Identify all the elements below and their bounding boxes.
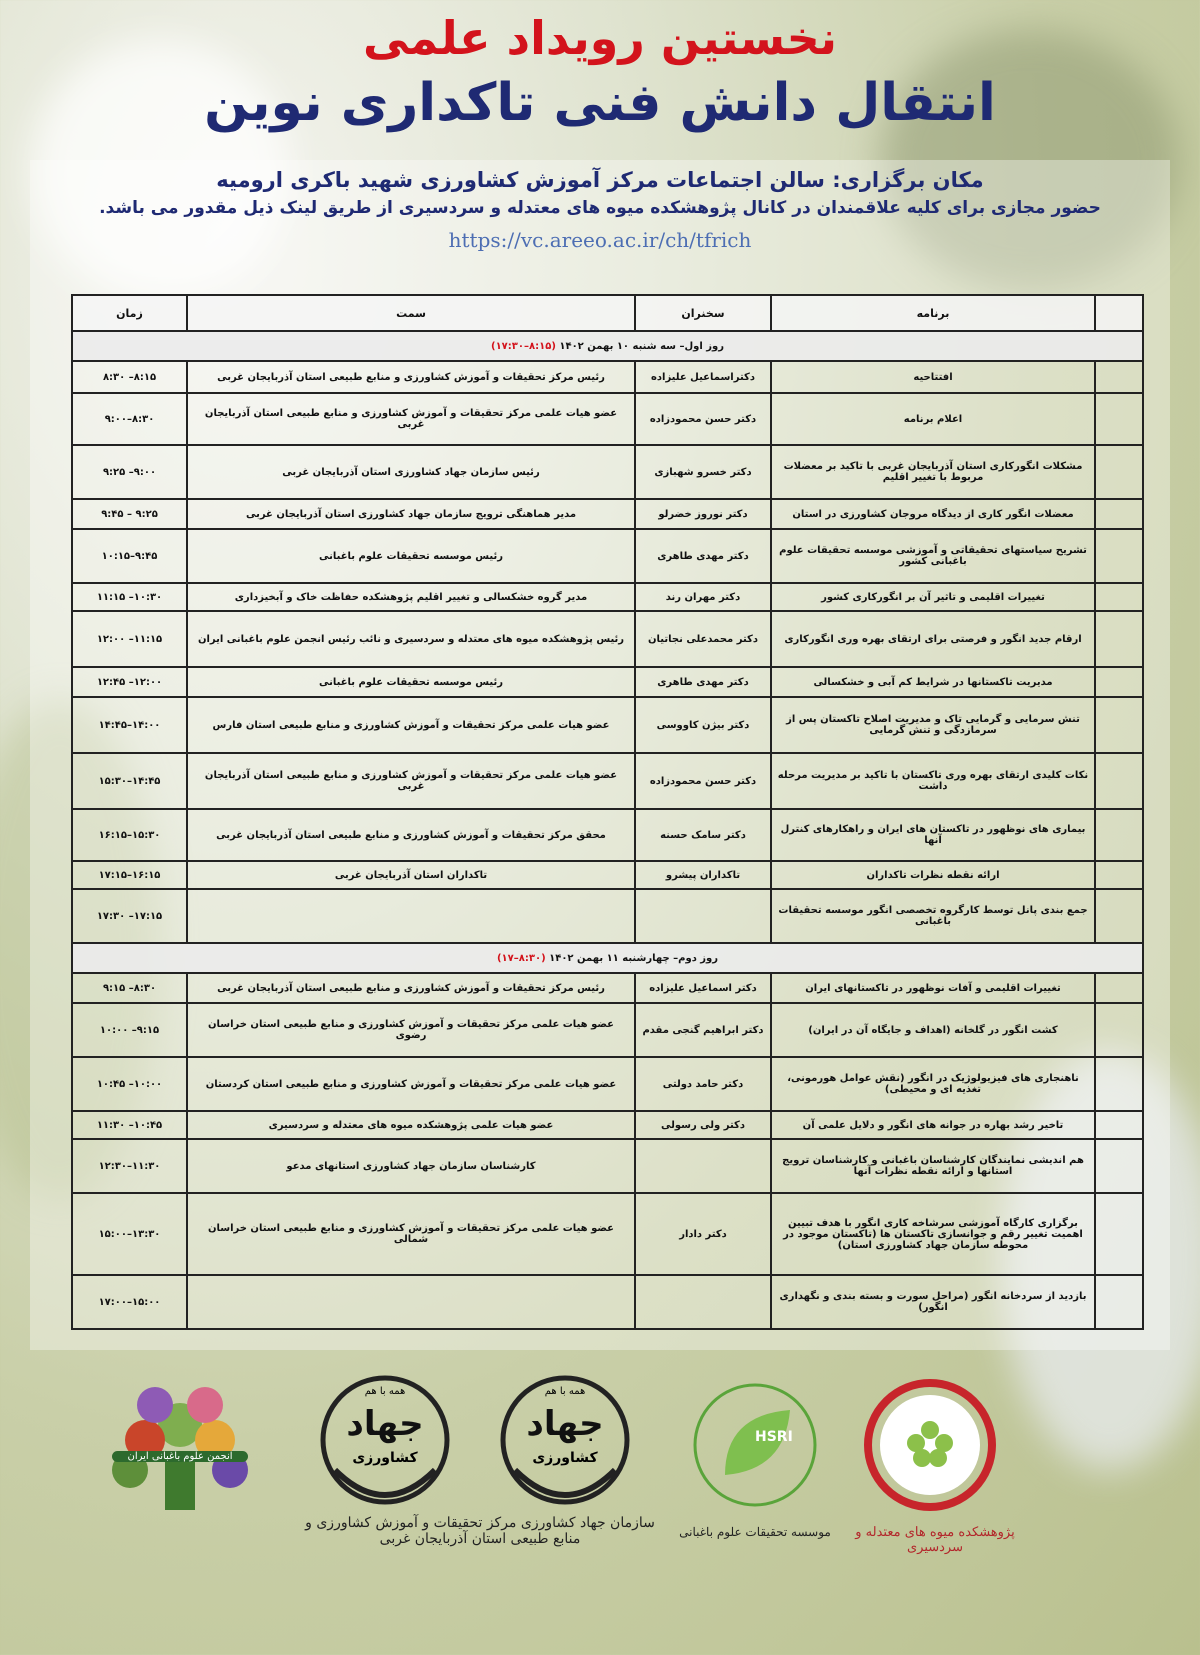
row-program: بازدید از سردخانه انگور (مراحل سورت و بسته بندی و نگهداری انگور)	[771, 1275, 1095, 1329]
temperate-fruit-institute-logo	[860, 1375, 1000, 1515]
row-number	[1095, 861, 1143, 889]
table-row	[72, 861, 1143, 889]
row-number	[1095, 667, 1143, 697]
row-speaker: دکتر حامد دولتی	[635, 1057, 771, 1111]
row-time: ۱۵:۳۰–۱۶:۱۵	[72, 809, 187, 861]
table-row	[72, 611, 1143, 667]
row-speaker: دکتر مهدی طاهری	[635, 529, 771, 583]
row-time: ۱۰:۳۰– ۱۱:۱۵	[72, 583, 187, 611]
row-position: عضو هیات علمی مرکز تحقیقات و آموزش کشاورزی و منابع طبیعی استان فارس	[187, 697, 635, 753]
row-time: ۱۲:۰۰– ۱۲:۴۵	[72, 667, 187, 697]
row-program: ناهنجاری های فیزیولوژیک در انگور (نقش عوامل هورمونی، تغذیه ای و محیطی)	[771, 1057, 1095, 1111]
row-speaker: دکتر حسن محمودزاده	[635, 753, 771, 809]
signature-right: پژوهشکده میوه های معتدله و سردسیری	[855, 1525, 1015, 1555]
row-program: کشت انگور در گلخانه (اهداف و جایگاه آن در ایران)	[771, 1003, 1095, 1057]
row-position: مدیر گروه خشکسالی و تغییر اقلیم پژوهشکده حفاظت خاک و آبخیزداری	[187, 583, 635, 611]
row-time: ۱۱:۱۵– ۱۲:۰۰	[72, 611, 187, 667]
day-header-row	[72, 943, 1143, 973]
signature-left: سازمان جهاد کشاورزی مرکز تحقیقات و آموزش کشاورزی و منابع طبیعی استان آذربایجان غربی	[305, 1515, 655, 1547]
row-speaker: تاکداران پیشرو	[635, 861, 771, 889]
row-position: محقق مرکز تحقیقات و آموزش کشاورزی و منابع طبیعی استان آذربایجان غربی	[187, 809, 635, 861]
row-number	[1095, 697, 1143, 753]
header-program: برنامه	[771, 295, 1095, 331]
row-speaker: دکتر ولی رسولی	[635, 1111, 771, 1139]
row-number	[1095, 393, 1143, 445]
row-time: ۱۶:۱۵–۱۷:۱۵	[72, 861, 187, 889]
row-position: عضو هیات علمی مرکز تحقیقات و آموزش کشاورزی و منابع طبیعی استان آذربایجان غربی	[187, 393, 635, 445]
table-body	[72, 331, 1143, 1329]
row-number	[1095, 361, 1143, 393]
day-header-row	[72, 331, 1143, 361]
row-program: تاخیر رشد بهاره در جوانه های انگور و دلایل علمی آن	[771, 1111, 1095, 1139]
channel-link[interactable]: https://vc.areeo.ac.ir/ch/tfrich	[448, 228, 752, 252]
row-time: ۸:۱۵– ۸:۳۰	[72, 361, 187, 393]
row-position: رئیس مرکز تحقیقات و آموزش کشاورزی و منابع طبیعی استان آذربایجان غربی	[187, 973, 635, 1003]
row-speaker: دکتراسماعیل علیزاده	[635, 361, 771, 393]
row-speaker	[635, 889, 771, 943]
row-number	[1095, 973, 1143, 1003]
row-position: عضو هیات علمی مرکز تحقیقات و آموزش کشاورزی و منابع طبیعی استان خراسان شمالی	[187, 1193, 635, 1275]
hsri-logo	[685, 1375, 825, 1515]
table-row	[72, 667, 1143, 697]
leaf-icon	[685, 1375, 825, 1515]
table-row	[72, 973, 1143, 1003]
row-time: ۱۴:۴۵–۱۵:۳۰	[72, 753, 187, 809]
table-row	[72, 1139, 1143, 1193]
table-row	[72, 1275, 1143, 1329]
row-time: ۱۴:۰۰–۱۴:۴۵	[72, 697, 187, 753]
jahad-logo	[315, 1370, 455, 1510]
table-row	[72, 1003, 1143, 1057]
row-program: ارقام جدید انگور و فرصتی برای ارتقای بهره وری انگورکاری	[771, 611, 1095, 667]
row-speaker: دکتر مهران رند	[635, 583, 771, 611]
virtual-note: حضور مجازی برای کلیه علاقمندان در کانال پژوهشکده میوه های معتدله و سردسیری از طریق لینک ذیل مقدور می باشد.	[99, 198, 1101, 218]
row-speaker: دکتر بیژن کاووسی	[635, 697, 771, 753]
table-row	[72, 1057, 1143, 1111]
row-time: ۹:۴۵–۱۰:۱۵	[72, 529, 187, 583]
row-speaker: دکتر سامک حسنه	[635, 809, 771, 861]
row-time: ۸:۳۰– ۹:۱۵	[72, 973, 187, 1003]
row-position: رئیس موسسه تحقیقات علوم باغبانی	[187, 667, 635, 697]
row-position: عضو هیات علمی مرکز تحقیقات و آموزش کشاورزی و منابع طبیعی استان کردستان	[187, 1057, 635, 1111]
row-number	[1095, 529, 1143, 583]
row-time: ۱۱:۳۰–۱۲:۳۰	[72, 1139, 187, 1193]
row-program: افتتاحیه	[771, 361, 1095, 393]
jahad-text: جهاد	[346, 1404, 424, 1444]
row-speaker	[635, 1139, 771, 1193]
row-program: نکات کلیدی ارتقای بهره وری تاکستان با تاکید بر مدیریت مرحله داشت	[771, 753, 1095, 809]
row-program: تغییرات اقلیمی و تاثیر آن بر انگورکاری کشور	[771, 583, 1095, 611]
row-position: عضو هیات علمی مرکز تحقیقات و آموزش کشاورزی و منابع طبیعی استان آذربایجان غربی	[187, 753, 635, 809]
table-row	[72, 1111, 1143, 1139]
row-time: ۱۳:۳۰–۱۵:۰۰	[72, 1193, 187, 1275]
row-number	[1095, 1057, 1143, 1111]
jahad-top-text: همه با هم	[364, 1386, 406, 1397]
day1-range: (۸:۱۵–۱۷:۳۰)	[491, 340, 556, 352]
row-program: اعلام برنامه	[771, 393, 1095, 445]
row-time: ۹:۱۵– ۱۰:۰۰	[72, 1003, 187, 1057]
iran-horticulture-caption: انجمن علوم باغبانی ایران	[112, 1451, 248, 1462]
row-speaker: دکتر دادار	[635, 1193, 771, 1275]
row-program: هم اندیشی نمایندگان کارشناسان باغبانی و کارشناسان ترویج استانها و ارائه نقطه نظرات آنها	[771, 1139, 1095, 1193]
row-speaker: دکتر حسن محمودزاده	[635, 393, 771, 445]
title-line-1: نخستین رویداد علمی	[362, 11, 838, 65]
row-number	[1095, 1003, 1143, 1057]
row-number	[1095, 499, 1143, 529]
row-speaker: دکتر ابراهیم گنجی مقدم	[635, 1003, 771, 1057]
header-speaker: سخنران	[635, 295, 771, 331]
row-time: ۱۵:۰۰–۱۷:۰۰	[72, 1275, 187, 1329]
table-row	[72, 809, 1143, 861]
flower-icon	[100, 1385, 260, 1515]
row-number	[1095, 583, 1143, 611]
table-row	[72, 697, 1143, 753]
row-position: رئیس مرکز تحقیقات و آموزش کشاورزی و منابع طبیعی استان آذربایجان غربی	[187, 361, 635, 393]
row-number	[1095, 611, 1143, 667]
row-number	[1095, 1275, 1143, 1329]
row-program: معضلات انگور کاری از دیدگاه مروجان کشاورزی در استان	[771, 499, 1095, 529]
table-row	[72, 889, 1143, 943]
row-program: جمع بندی پانل توسط کارگروه تخصصی انگور موسسه تحقیقات باغبانی	[771, 889, 1095, 943]
row-position: عضو هیات علمی پژوهشکده میوه های معتدله و سردسیری	[187, 1111, 635, 1139]
row-time: ۹:۲۵ – ۹:۴۵	[72, 499, 187, 529]
row-speaker: دکتر نوروز خضرلو	[635, 499, 771, 529]
iran-horticulture-logo	[100, 1385, 260, 1515]
jahad-top-text: همه با هم	[544, 1386, 586, 1397]
table-row	[72, 393, 1143, 445]
venue-text: مکان برگزاری: سالن اجتماعات مرکز آموزش کشاورزی شهید باکری ارومیه	[216, 168, 984, 192]
row-position: کارشناسان سازمان جهاد کشاورزی استانهای مدعو	[187, 1139, 635, 1193]
row-program: مشکلات انگورکاری استان آذربایجان غربی با تاکید بر معضلات مربوط با تغییر اقلیم	[771, 445, 1095, 499]
row-position: مدیر هماهنگی ترویج سازمان جهاد کشاورزی استان آذربایجان غربی	[187, 499, 635, 529]
row-program: تغییرات اقلیمی و آفات نوظهور در تاکستانهای ایران	[771, 973, 1095, 1003]
row-position: تاکداران استان آذربایجان غربی	[187, 861, 635, 889]
row-time: ۱۰:۴۵– ۱۱:۳۰	[72, 1111, 187, 1139]
row-speaker: دکتر اسماعیل علیزاده	[635, 973, 771, 1003]
row-speaker: دکتر مهدی طاهری	[635, 667, 771, 697]
jahad-logo-2	[495, 1370, 635, 1510]
row-program: مدیریت تاکستانها در شرایط کم آبی و خشکسالی	[771, 667, 1095, 697]
row-number	[1095, 809, 1143, 861]
header-time: زمان	[72, 295, 187, 331]
table-row	[72, 445, 1143, 499]
jahad-sub-text: کشاورزی	[352, 1450, 418, 1466]
table-row	[72, 499, 1143, 529]
row-position: عضو هیات علمی مرکز تحقیقات و آموزش کشاورزی و منابع طبیعی استان خراسان رضوی	[187, 1003, 635, 1057]
row-program: بیماری های نوظهور در تاکستان های ایران و راهکارهای کنترل آنها	[771, 809, 1095, 861]
day-header-cell	[72, 943, 1143, 973]
row-position: رئیس سازمان جهاد کشاورزی استان آذربایجان غربی	[187, 445, 635, 499]
header-num	[1095, 295, 1143, 331]
row-speaker: دکتر محمدعلی نجاتیان	[635, 611, 771, 667]
row-number	[1095, 1139, 1143, 1193]
row-position: رئیس موسسه تحقیقات علوم باغبانی	[187, 529, 635, 583]
row-program: تشریح سیاستهای تحقیقاتی و آموزشی موسسه تحقیقات علوم باغبانی کشور	[771, 529, 1095, 583]
hsri-text: HSRI	[755, 1429, 793, 1445]
row-number	[1095, 1193, 1143, 1275]
row-time: ۸:۳۰–۹:۰۰	[72, 393, 187, 445]
table-header-row	[72, 295, 1143, 331]
row-number	[1095, 889, 1143, 943]
row-program: تنش سرمایی و گرمایی تاک و مدیریت اصلاح تاکستان پس از سرمازدگی و تنش گرمایی	[771, 697, 1095, 753]
row-program: برگزاری کارگاه آموزشی سرشاخه کاری انگور با هدف تبیین اهمیت تغییر رقم و جوانسازی تاکستان ها (تاکستان موجود در محوطه سازمان جهاد کشاورزی استان)	[771, 1193, 1095, 1275]
day2-label: روز دوم– چهارشنبه ۱۱ بهمن ۱۴۰۲	[545, 952, 719, 964]
table-row	[72, 529, 1143, 583]
fruit-flower-icon	[860, 1375, 1000, 1515]
title-line-2: انتقال دانش فنی تاکداری نوین	[204, 73, 996, 133]
row-position	[187, 889, 635, 943]
row-position	[187, 1275, 635, 1329]
table-row	[72, 361, 1143, 393]
row-position: رئیس پژوهشکده میوه های معتدله و سردسیری و نائب رئیس انجمن علوم باغبانی ایران	[187, 611, 635, 667]
day2-range: (۸:۳۰–۱۷)	[496, 952, 546, 964]
table-row	[72, 1193, 1143, 1275]
row-time: ۹:۰۰– ۹:۲۵	[72, 445, 187, 499]
signature-hsri: موسسه تحقیقات علوم باغبانی	[679, 1525, 831, 1539]
row-speaker: دکتر خسرو شهبازی	[635, 445, 771, 499]
table-row	[72, 753, 1143, 809]
jahad-text: جهاد	[526, 1404, 604, 1444]
table-row	[72, 583, 1143, 611]
jahad-sub-text: کشاورزی	[532, 1450, 598, 1466]
row-number	[1095, 1111, 1143, 1139]
schedule-table	[71, 294, 1144, 1330]
title-block	[0, 8, 1200, 138]
row-program: ارائه نقطه نظرات تاکداران	[771, 861, 1095, 889]
logos-footer	[0, 1365, 1200, 1655]
row-number	[1095, 445, 1143, 499]
header-position: سمت	[187, 295, 635, 331]
row-time: ۱۷:۱۵– ۱۷:۳۰	[72, 889, 187, 943]
row-number	[1095, 753, 1143, 809]
day-header-cell	[72, 331, 1143, 361]
row-time: ۱۰:۰۰– ۱۰:۴۵	[72, 1057, 187, 1111]
day1-label: روز اول– سه شنبه ۱۰ بهمن ۱۴۰۲	[555, 340, 724, 352]
row-speaker	[635, 1275, 771, 1329]
